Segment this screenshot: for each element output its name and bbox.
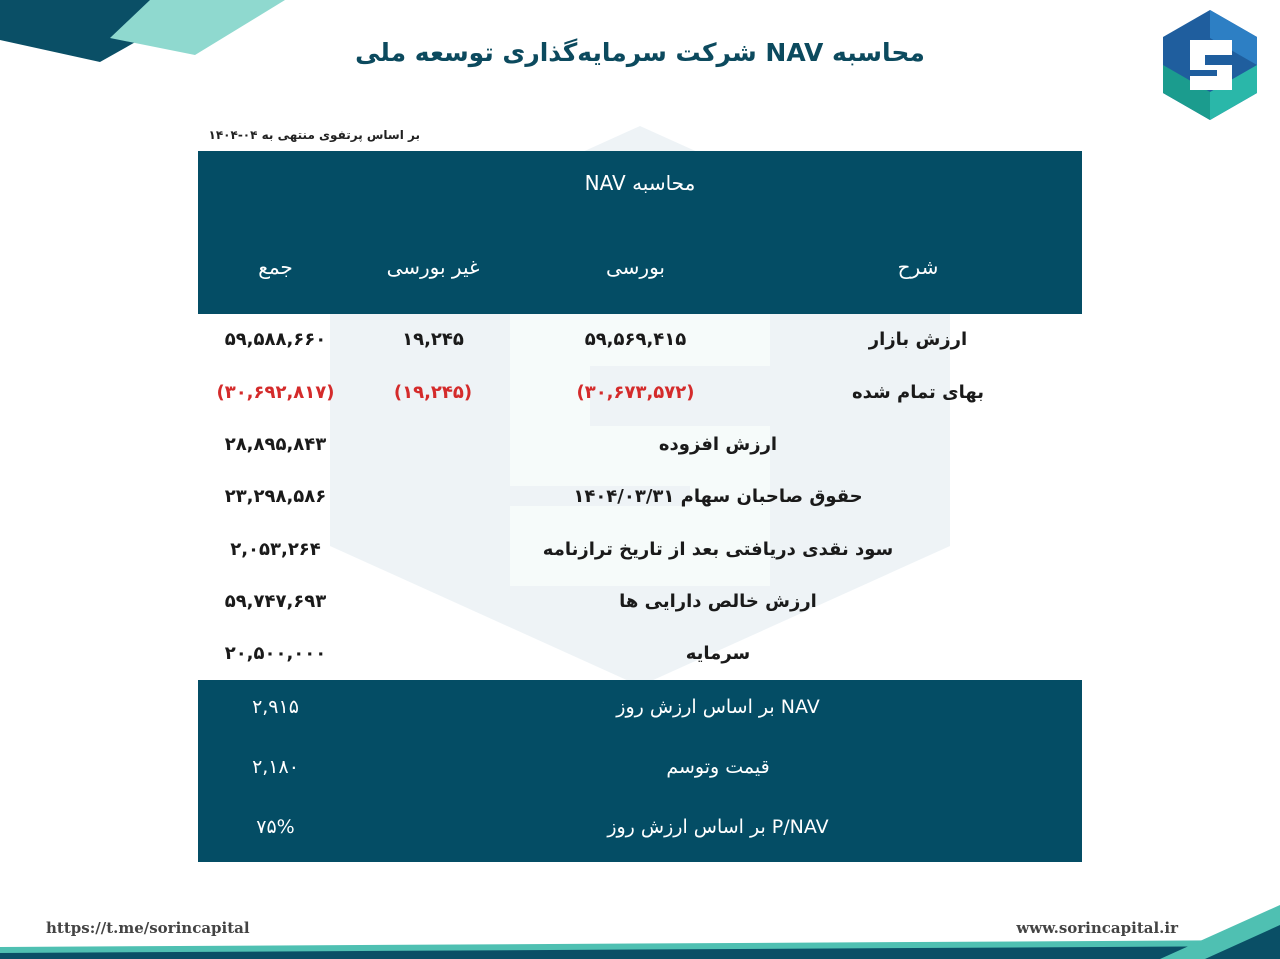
non-bourse-value: (۱۹,۲۴۵) <box>393 382 473 403</box>
summary-value: ۷۵% <box>256 816 295 838</box>
row-label: ارزش خالص دارایی ها <box>619 591 817 612</box>
bourse-value: ۵۹,۵۶۹,۴۱۵ <box>584 329 687 350</box>
column-header-bourse: بورسی <box>606 255 665 279</box>
table-title: محاسبه NAV <box>584 171 696 195</box>
total-value: ۲,۰۵۳,۲۶۴ <box>230 539 321 560</box>
summary-label: قیمت وتوسم <box>666 756 770 778</box>
non-bourse-value: ۱۹,۲۴۵ <box>402 329 464 350</box>
total-value: (۳۰,۶۹۲,۸۱۷) <box>216 382 335 403</box>
column-header-total: جمع <box>258 255 293 279</box>
table-row <box>198 325 1082 355</box>
summary-row <box>198 694 1082 724</box>
row-label: ارزش بازار <box>868 329 968 350</box>
table-header <box>198 151 1082 314</box>
column-header-non-bourse: غیر بورسی <box>386 255 480 279</box>
table-row <box>198 535 1082 565</box>
table-row <box>198 482 1082 512</box>
summary-row <box>198 754 1082 784</box>
page-title: محاسبه NAV شرکت سرمایه‌گذاری توسعه ملی <box>355 38 925 67</box>
summary-panel <box>198 680 1082 862</box>
row-label: سود نقدی دریافتی بعد از تاریخ ترازنامه <box>542 539 894 560</box>
summary-row <box>198 814 1082 844</box>
row-label: حقوق صاحبان سهام ۱۴۰۴/۰۳/۳۱ <box>573 486 863 507</box>
summary-value: ۲,۹۱۵ <box>252 696 299 718</box>
row-label: بهای تمام شده <box>852 382 984 403</box>
total-value: ۲۳,۲۹۸,۵۸۶ <box>224 486 327 507</box>
row-label: ارزش افزوده <box>658 434 778 455</box>
bourse-value: (۳۰,۶۷۳,۵۷۲) <box>576 382 695 403</box>
column-header-description: شرح <box>897 255 939 279</box>
telegram-link[interactable]: https://t.me/sorincapital <box>46 919 250 937</box>
total-value: ۲۰,۵۰۰,۰۰۰ <box>224 643 327 664</box>
table-row <box>198 430 1082 460</box>
table-row <box>198 639 1082 669</box>
table-row <box>198 378 1082 408</box>
total-value: ۵۹,۵۸۸,۶۶۰ <box>224 329 327 350</box>
total-value: ۵۹,۷۴۷,۶۹۳ <box>224 591 327 612</box>
row-label: سرمایه <box>685 643 751 664</box>
summary-label: NAV بر اساس ارزش روز <box>616 696 820 718</box>
total-value: ۲۸,۸۹۵,۸۴۳ <box>224 434 327 455</box>
table-row <box>198 587 1082 617</box>
website-link[interactable]: www.sorincapital.ir <box>1016 919 1178 937</box>
summary-label: P/NAV بر اساس ارزش روز <box>607 816 829 838</box>
summary-value: ۲,۱۸۰ <box>252 756 299 778</box>
portfolio-date-note: بر اساس پرتفوی منتهی به ۰۴-۱۴۰۴ <box>208 128 420 142</box>
